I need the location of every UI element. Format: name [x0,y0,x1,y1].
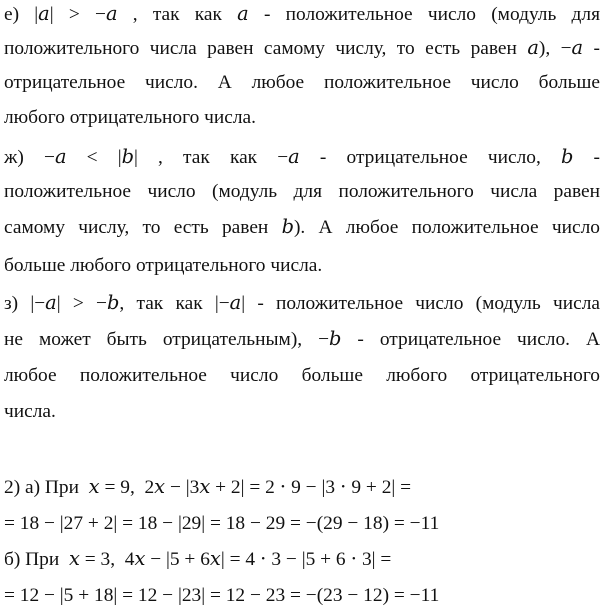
paragraph-z-line-2: не может быть отрицательным), −𝑏 - отрицательное число. А [4,329,600,350]
paragraph-z-line-4: числа. [4,401,56,422]
paragraph-zh-line-3: самому числу, то есть равен 𝑏). А любое положительное число [4,217,600,238]
paragraph-zh-line-1: ж) −𝑎 < |𝑏| , так как −𝑎 - отрицательное число, 𝑏 - [4,147,600,168]
paragraph-zh-line-4: больше любого отрицательного числа. [4,255,323,276]
task-2a-line-2: = 18 − |27 + 2| = 18 − |29| = 18 − 29 = −(29 − 18) = −11 [4,513,440,534]
paragraph-e-line-2: положительного числа равен самому числу, то есть равен 𝑎), −𝑎 - [4,38,600,59]
task-2b-line-2: = 12 − |5 + 18| = 12 − |23| = 12 − 23 = −(23 − 12) = −11 [4,585,440,606]
task-2a-line-1: 2) а) При 𝑥 = 9, 2𝑥 − |3𝑥 + 2| = 2 ⋅ 9 − |3 ⋅ 9 + 2| = [4,477,412,498]
paragraph-z-line-3: любое положительное число больше любого отрицательного [4,365,600,386]
paragraph-z-line-1: з) |−𝑎| > −𝑏, так как |−𝑎| - положительное число (модуль числа [4,293,600,314]
paragraph-zh-line-2: положительное число (модуль для положительного числа равен [4,181,600,202]
paragraph-e-line-3: отрицательное число. А любое положительное число больше [4,72,600,93]
task-2b-line-1: б) При 𝑥 = 3, 4𝑥 − |5 + 6𝑥| = 4 ⋅ 3 − |5 + 6 ⋅ 3| = [4,549,392,570]
paragraph-e-line-4: любого отрицательного числа. [4,107,256,128]
paragraph-e-line-1: е) |𝑎| > −𝑎 , так как 𝑎 - положительное число (модуль для [4,4,600,25]
